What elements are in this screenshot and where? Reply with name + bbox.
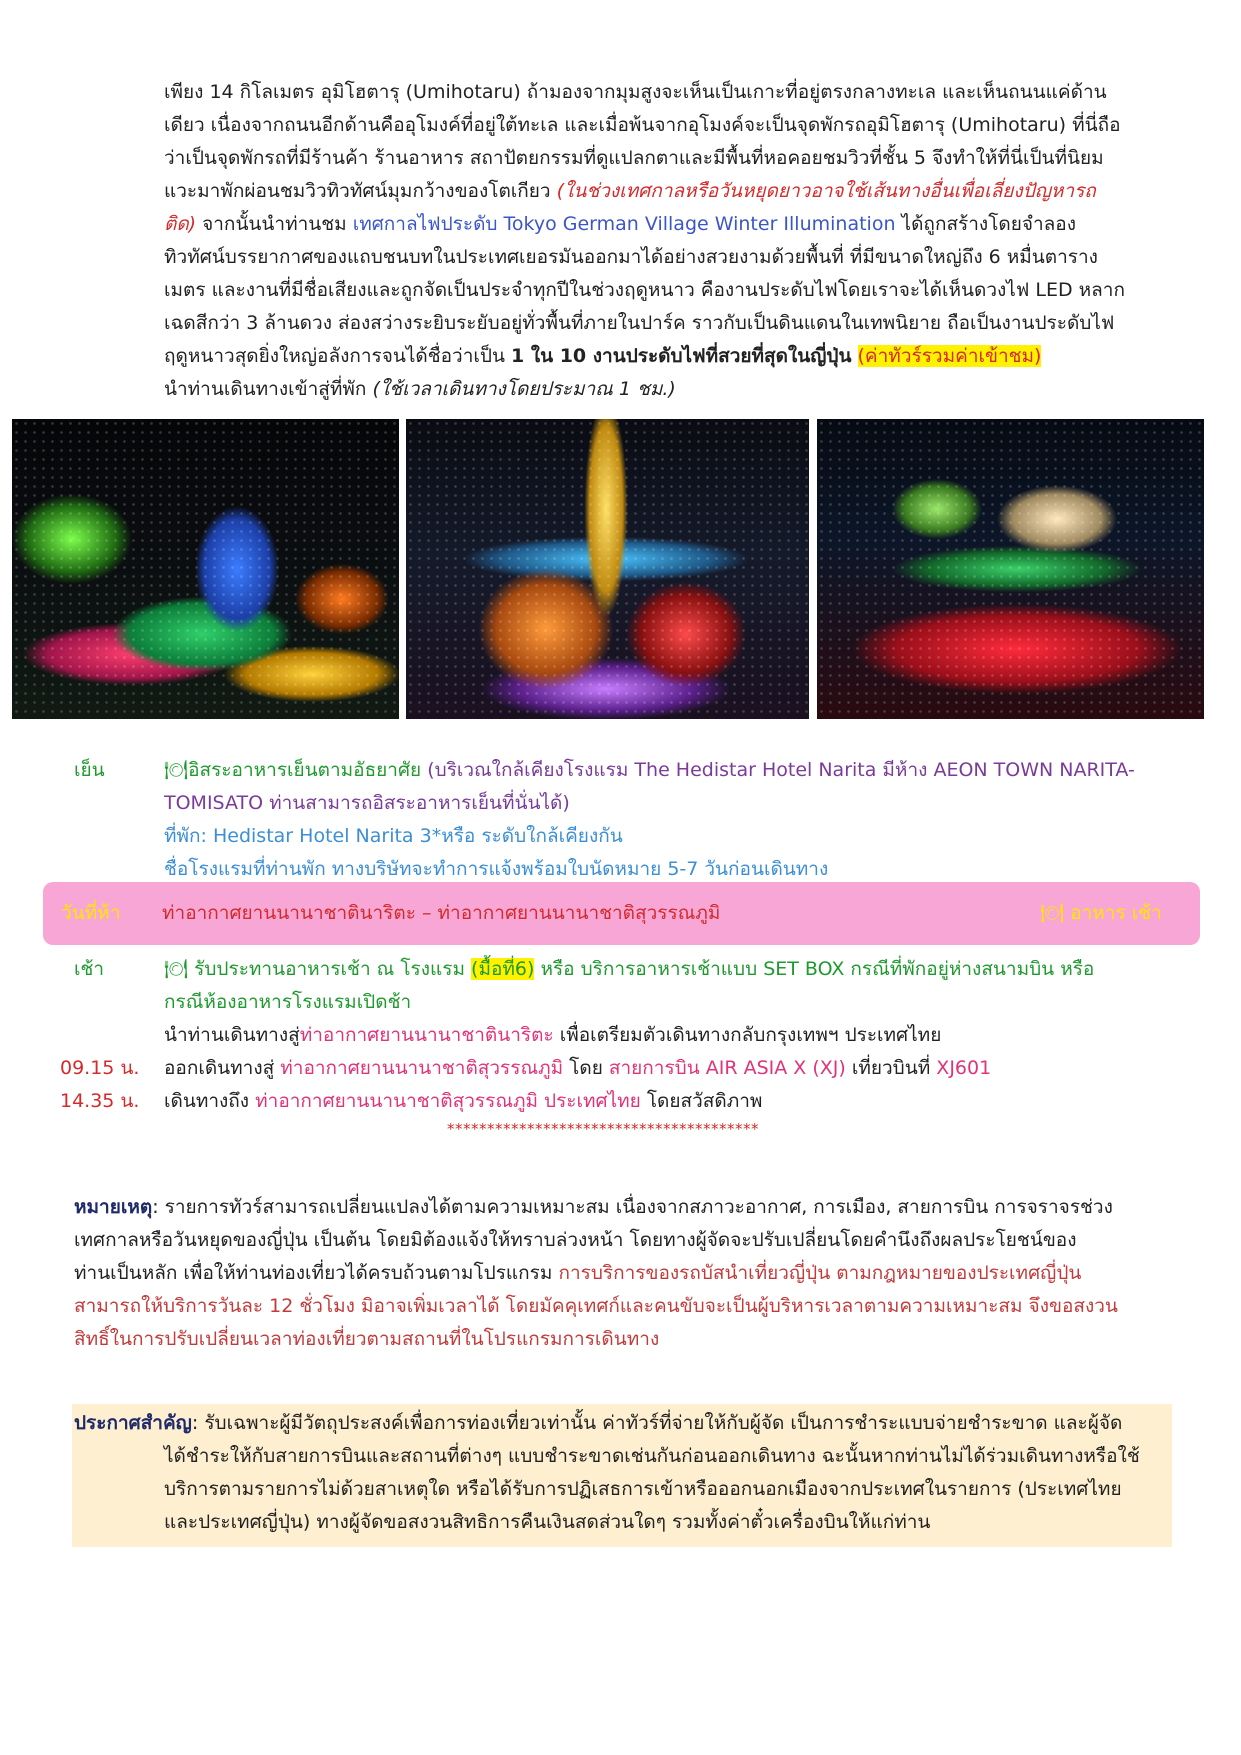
- remark-text: ท่านเป็นหลัก เพื่อให้ท่านท่องเที่ยวได้ครบถ้วนตามโปรแกรม: [74, 1262, 559, 1284]
- departure-time: 09.15 น.: [60, 1057, 140, 1079]
- announce-line: บริการตามรายการไม่ด้วยสาเหตุใด หรือได้รับการปฏิเสธการเข้าหรือออกนอกเมืองจากประเทศในรายการ (ประเทศไทย: [164, 1478, 1122, 1500]
- dinner-line: [164, 754, 1172, 787]
- intro-line: เมตร และงานที่มีชื่อเสียงและถูกจัดเป็นประจำทุกปีในช่วงฤดูหนาว คืองานประดับไฟโดยเราจะได้เห็นดวงไฟ LED หลาก: [164, 279, 1125, 301]
- breakfast-line: [164, 953, 1172, 986]
- peacock-illumination-photo: [12, 419, 399, 719]
- red-light-field-illumination-photo: [817, 419, 1204, 719]
- transfer-line: [164, 1019, 1172, 1052]
- flight-text: โดยสวัสดิภาพ: [640, 1090, 763, 1112]
- day5-meal-text: อาหาร เช้า: [1070, 902, 1162, 924]
- airport-name: ท่าอากาศยานนานาชาติสุวรรณภูมิ: [280, 1057, 564, 1079]
- dining-icon: 🍽: [1040, 902, 1071, 924]
- intro-line: [164, 208, 1172, 241]
- departure-line: [164, 1052, 991, 1085]
- airport-name: ท่าอากาศยานนานาชาตินาริตะ: [299, 1024, 554, 1046]
- intro-line: [164, 340, 1172, 373]
- announcement-block: [74, 1407, 1172, 1539]
- intro-text: ได้ถูกสร้างโดยจำลอง: [895, 213, 1076, 235]
- remark-line: เทศกาลหรือวันหยุดของญี่ปุ่น เป็นต้น โดยมิต้องแจ้งให้ทราบล่วงหน้า โดยทางผู้จัดจะปรับเปลี่ยนโดยคำนึงถึงผลประโยชน์ของ: [74, 1229, 1077, 1251]
- festival-name: เทศกาลไฟประดับ Tokyo German Village Winter Illumination: [352, 213, 896, 235]
- breakfast-line: กรณีห้องอาหารโรงแรมเปิดช้า: [164, 991, 412, 1013]
- intro-line: ว่าเป็นจุดพักรถที่มีร้านค้า ร้านอาหาร สถาปัตยกรรมที่ดูแปลกตาและมีพื้นที่หอคอยชมวิวที่ชั้น 5 จึงทำให้ที่นี่เป็นที่นิยม: [164, 147, 1104, 169]
- remark-line: [74, 1257, 1172, 1290]
- hotel-info: ที่พัก: Hedistar Hotel Narita 3*หรือ ระดับใกล้เคียงกัน: [164, 825, 623, 847]
- transfer-text: เพื่อเตรียมตัวเดินทางกลับกรุงเทพฯ ประเทศไทย: [553, 1024, 942, 1046]
- remark-line: [74, 1191, 1172, 1224]
- flight-text: ออกเดินทางสู่: [164, 1057, 281, 1079]
- dining-icon: 🍽: [164, 759, 189, 781]
- intro-text: นำท่านเดินทางเข้าสู่ที่พัก: [164, 378, 373, 400]
- airport-name: ท่าอากาศยานนานาชาติสุวรรณภูมิ ประเทศไทย: [255, 1090, 641, 1112]
- intro-line: ทิวทัศน์บรรยากาศของแถบชนบทในประเทศเยอรมันออกมาได้อย่างสวยงามด้วยพื้นที่ ที่มีขนาดใหญ่ถึง 6 หมื่นตาราง: [164, 246, 1098, 268]
- intro-line: เพียง 14 กิโลเมตร อุมิโฮตารุ (Umihotaru) ถ้ามองจากมุมสูงจะเห็นเป็นเกาะที่อยู่ตรงกลางทะเล และเห็นถนนแค่ด้าน: [164, 81, 1107, 103]
- dinner-hotel-note: (บริเวณใกล้เคียงโรงแรม The Hedistar Hotel Narita มีห้าง AEON TOWN NARITA-: [427, 759, 1135, 781]
- dining-icon: 🍽: [164, 958, 189, 980]
- dinner-free: อิสระอาหารเย็นตามอัธยาศัย: [188, 759, 428, 781]
- announce-line: และประเทศญี่ปุ่น) ทางผู้จัดขอสงวนสิทธิการคืนเงินสดส่วนใดๆ รวมทั้งค่าตั๋วเครื่องบินให้แก่ท่าน: [164, 1511, 931, 1533]
- hotel-notice: ชื่อโรงแรมที่ท่านพัก ทางบริษัทจะทำการแจ้งพร้อมใบนัดหมาย 5-7 วันก่อนเดินทาง: [164, 858, 829, 880]
- dinner-label: เย็น: [74, 759, 105, 781]
- dinner-block: [164, 754, 1172, 886]
- intro-text: แวะมาพักผ่อนชมวิวทิวทัศน์มุมกว้างของโตเกียว: [164, 180, 557, 202]
- morning-block: [164, 953, 1172, 1052]
- transfer-text: นำท่านเดินทางสู่: [164, 1024, 300, 1046]
- spacer: [851, 345, 857, 367]
- top10-highlight: 1 ใน 10 งานประดับไฟที่สวยที่สุดในญี่ปุ่น: [510, 345, 852, 367]
- morning-label: เช้า: [74, 958, 105, 980]
- breakfast-text: รับประทานอาหารเช้า ณ โรงแรม: [188, 958, 472, 980]
- traffic-note-end: ติด): [164, 213, 197, 235]
- flight-text: เที่ยวบินที่: [845, 1057, 937, 1079]
- intro-text: จากนั้นนำท่านชม: [196, 213, 353, 235]
- announce-line: ได้ชำระให้กับสายการบินและสถานที่ต่างๆ แบบชำระขาดเช่นกันก่อนออกเดินทาง ฉะนั้นหากท่านไม่ได้ร่วมเดินทางหรือใช้: [164, 1445, 1140, 1467]
- meal-number-badge: (มื้อที่6): [471, 958, 535, 980]
- breakfast-text: หรือ บริการอาหารเช้าแบบ SET BOX กรณีที่พักอยู่ห่างสนามบิน หรือ: [534, 958, 1095, 980]
- day5-meal: [1040, 897, 1162, 930]
- intro-paragraph: [164, 76, 1172, 406]
- remark-text: : รายการทัวร์สามารถเปลี่ยนแปลงได้ตามความเหมาะสม เนื่องจากสภาวะอากาศ, การเมือง, สายการบิน การจราจรช่วง: [152, 1196, 1113, 1218]
- announce-text: : รับเฉพาะผู้มีวัตถุประสงค์เพื่อการท่องเที่ยวเท่านั้น ค่าทัวร์ที่จ่ายให้กับผู้จัด เป็นการชำระแบบจ่ายชำระขาด และผู้จัด: [191, 1412, 1123, 1434]
- remark-block: [74, 1191, 1172, 1356]
- arrival-time: 14.35 น.: [60, 1090, 140, 1112]
- arrival-line: [164, 1085, 762, 1118]
- remark-title: หมายเหตุ: [74, 1196, 153, 1218]
- intro-line: [164, 373, 1172, 406]
- traffic-note: (ในช่วงเทศกาลหรือวันหยุดยาวอาจใช้เส้นทางอื่นเพื่อเลี่ยงปัญหารถ: [556, 180, 1096, 202]
- flight-number: XJ601: [936, 1057, 992, 1079]
- intro-text: ฤดูหนาวสุดยิ่งใหญ่อลังการจนได้ชื่อว่าเป็น: [164, 345, 511, 367]
- flight-text: เดินทางถึง: [164, 1090, 256, 1112]
- fee-included-badge: (ค่าทัวร์รวมค่าเข้าชม): [857, 345, 1042, 367]
- airline-name: สายการบิน AIR ASIA X (XJ): [608, 1057, 846, 1079]
- gingerbread-house-illumination-photo: [406, 419, 809, 719]
- intro-line: [164, 175, 1172, 208]
- travel-time-note: (ใช้เวลาเดินทางโดยประมาณ 1 ชม.): [372, 378, 676, 400]
- dinner-line: TOMISATO ท่านสามารถอิสระอาหารเย็นที่นั่นได้): [164, 792, 570, 814]
- bus-rule-text: การบริการของรถบัสนำเที่ยวญี่ปุ่น ตามกฎหมายของประเทศญี่ปุ่น: [558, 1262, 1082, 1284]
- announce-title: ประกาศสำคัญ: [74, 1412, 192, 1434]
- intro-line: เฉดสีกว่า 3 ล้านดวง ส่องสว่างระยิบระยับอยู่ทั่วพื้นที่ภายในปาร์ค ราวกับเป็นดินแดนในเทพนิยาย ถือเป็นงานประดับไฟ: [164, 312, 1115, 334]
- day5-label: วันที่ห้า: [61, 902, 121, 924]
- flight-text: โดย: [563, 1057, 609, 1079]
- remark-line: สิทธิ์ในการปรับเปลี่ยนเวลาท่องเที่ยวตามสถานที่ในโปรแกรมการเดินทาง: [74, 1328, 660, 1350]
- remark-line: สามารถให้บริการวันละ 12 ชั่วโมง มิอาจเพิ่มเวลาได้ โดยมัคคุเทศก์และคนขับจะเป็นผู้บริหารเวลาตามความเหมาะสม จึงขอสงวน: [74, 1295, 1118, 1317]
- announce-line: [74, 1407, 1172, 1440]
- intro-line: เดียว เนื่องจากถนนอีกด้านคืออุโมงค์ที่อยู่ใต้ทะเล และเมื่อพ้นจากอุโมงค์จะเป็นจุดพักรถอุมิโฮตารุ (Umihotaru) ที่นี่ถือ: [164, 114, 1121, 136]
- day5-route: ท่าอากาศยานนานาชาตินาริตะ – ท่าอากาศยานนานาชาติสุวรรณภูมิ: [162, 902, 721, 924]
- divider-stars: ***************************************: [447, 1120, 759, 1138]
